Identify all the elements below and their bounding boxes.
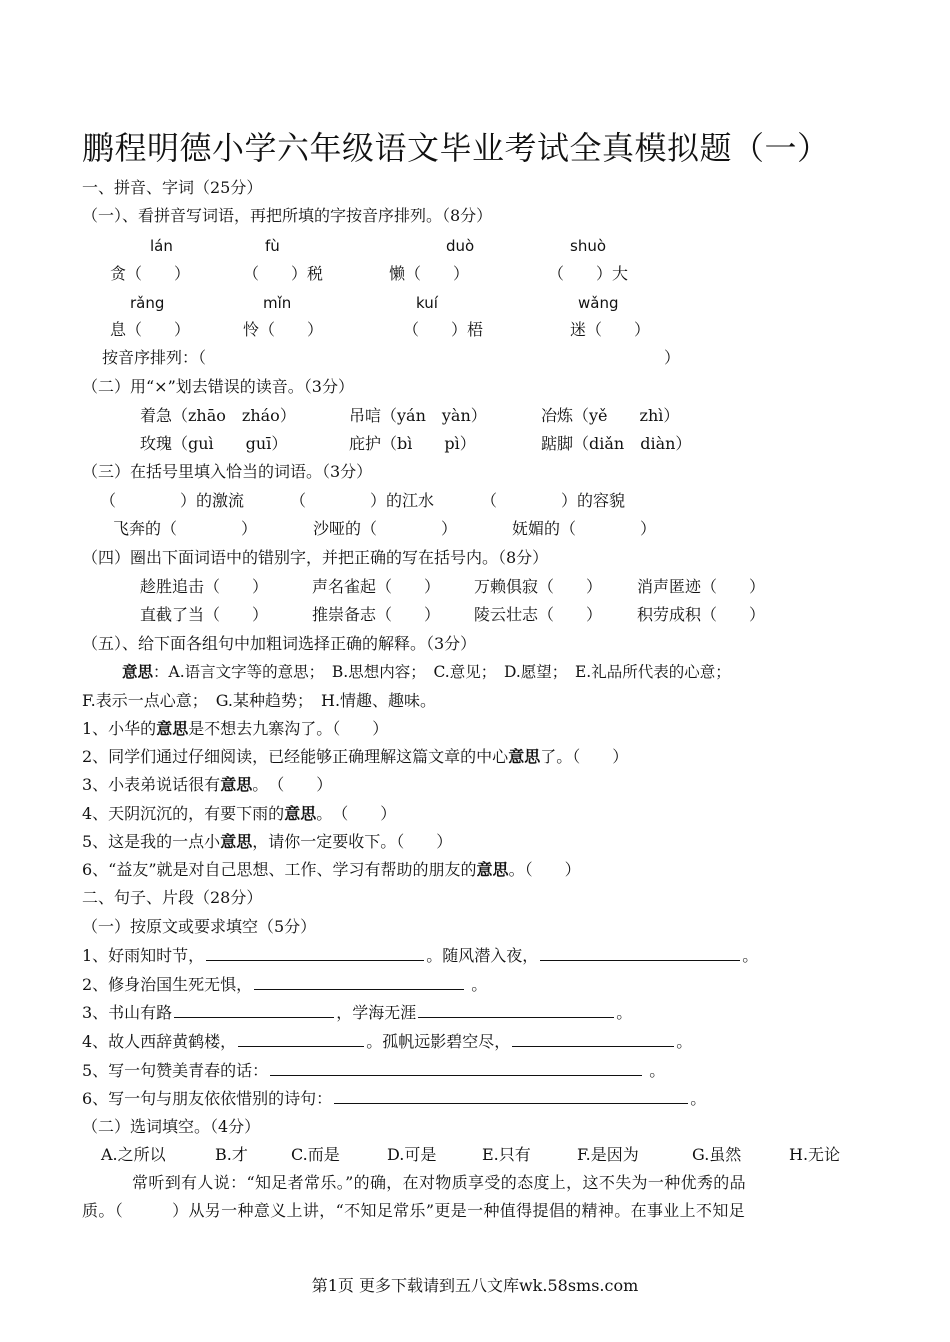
part-5-heading: （五）、给下面各组句中加粗词选择正确的解释。（3分）: [82, 634, 477, 653]
sentence-item: 4、天阴沉沉的，有要下雨的意思。 （ ）: [82, 804, 397, 823]
word-blank: （ ）梧: [403, 320, 484, 339]
idiom-item: 陵云壮志（ ）: [474, 605, 603, 624]
sentence-item: 2、同学们通过仔细阅读，已经能够正确理解这篇文章的中心意思了。（ ）: [82, 747, 629, 766]
word-blank: 贪（ ）: [110, 264, 191, 283]
word-blank: 怜（ ）: [243, 320, 324, 339]
fill-line: 6、写一句与朋友依依惜别的诗句： 。: [82, 1089, 707, 1108]
section-2-heading: 二、句子、片段（28分）: [82, 888, 263, 907]
page-title: 鹏程明德小学六年级语文毕业考试全真模拟题（一）: [82, 129, 830, 167]
definition-word: 意思: [122, 662, 154, 681]
pronunciation-item: 着急（zhāo zháo）: [140, 406, 296, 425]
pinyin-lan: lán: [150, 237, 173, 255]
paragraph-line: 常听到有人说：“知足者常乐。”的确，在对物质享受的态度上，这不失为一种优秀的品: [132, 1173, 747, 1192]
fill-phrase: 沙哑的（ ）: [313, 519, 458, 538]
sentence-item: 6、“益友”就是对自己思想、工作、学习有帮助的朋友的意思。（ ）: [82, 860, 581, 879]
pinyin-wang: wǎng: [578, 294, 619, 312]
part-4-heading: （四）圈出下面词语中的错别字，并把正确的写在括号内。（8分）: [82, 548, 549, 567]
pinyin-fu: fù: [265, 237, 280, 255]
fill-line: 1、好雨知时节， 。随风潜入夜， 。: [82, 946, 759, 965]
pronunciation-item: 冶炼（yě zhì）: [541, 406, 680, 425]
word-blank: （ ）大: [548, 264, 629, 283]
idiom-item: 推崇备志（ ）: [312, 605, 441, 624]
q2-heading: （二）选词填空。（4分）: [82, 1117, 261, 1136]
fill-line: 3、书山有路 ，学海无涯 。: [82, 1003, 633, 1022]
sentence-item: 5、这是我的一点小意思，请你一定要收下。（ ）: [82, 832, 453, 851]
fill-phrase: 飞奔的（ ）: [113, 519, 258, 538]
pronunciation-item: 庇护（bì pì）: [349, 434, 476, 453]
fill-line: 2、修身治国生死无惧， 。: [82, 975, 488, 994]
page-footer: 第1页 更多下载请到五八文库wk.58sms.com: [311, 1276, 639, 1295]
definition-line: [122, 660, 731, 684]
sentence-item: 3、小表弟说话很有意思。 （ ）: [82, 775, 333, 794]
definition-line-2: F.表示一点心意； G.某种趋势； H.情趣、趣味。: [82, 691, 437, 710]
paragraph-line: 质。（ ）从另一种意义上讲，“不知足常乐”更是一种值得提倡的精神。在事业上不知足: [82, 1201, 746, 1220]
idiom-item: 积劳成积（ ）: [637, 605, 766, 624]
part-2-heading: （二）用“×”划去错误的读音。（3分）: [82, 377, 354, 396]
pinyin-shuo: shuò: [570, 237, 607, 255]
option: C.而是: [291, 1145, 340, 1164]
pinyin-kui: kuí: [416, 294, 438, 312]
idiom-item: 趁胜追击（ ）: [140, 577, 269, 596]
option: B.才: [215, 1145, 248, 1164]
definition-options: ：A.语言文字等的意思； B.思想内容； C.意见； D.愿望； E.礼品所代表的心意；: [153, 663, 731, 681]
option: G.虽然: [692, 1145, 742, 1164]
pronunciation-item: 吊唁（yán yàn）: [349, 406, 487, 425]
part-3-heading: （三）在括号里填入恰当的词语。（3分）: [82, 462, 373, 481]
idiom-item: 声名雀起（ ）: [312, 577, 441, 596]
word-blank: 懒（ ）: [389, 264, 470, 283]
idiom-item: 消声匿迹（ ）: [637, 577, 766, 596]
fill-phrase: （ ）的江水: [290, 491, 435, 510]
pronunciation-item: 玫瑰（guì guī）: [140, 434, 288, 453]
sentence-item: 1、小华的意思是不想去九寨沟了。（ ）: [82, 719, 389, 738]
idiom-item: 直截了当（ ）: [140, 605, 269, 624]
option: D.可是: [387, 1145, 437, 1164]
option: E.只有: [482, 1145, 531, 1164]
part-1-heading: （一）、看拼音写词语，再把所填的字按音序排列。（8分）: [82, 206, 493, 225]
fill-phrase: 妩媚的（ ）: [512, 519, 657, 538]
pinyin-duo: duò: [446, 237, 475, 255]
order-label: 按音序排列：（: [102, 348, 207, 367]
pinyin-rang: rǎng: [130, 294, 165, 312]
word-blank: 迷（ ）: [570, 320, 651, 339]
fill-phrase: （ ）的激流: [100, 491, 245, 510]
option: A.之所以: [101, 1145, 166, 1164]
fill-line: 5、写一句赞美青春的话： 。: [82, 1061, 666, 1080]
q1-heading: （一）按原文或要求填空（5分）: [82, 917, 317, 936]
fill-line: 4、故人西辞黄鹤楼， 。孤帆远影碧空尽， 。: [82, 1032, 693, 1051]
option: F.是因为: [577, 1145, 639, 1164]
word-blank: 息（ ）: [110, 320, 191, 339]
section-1-heading: 一、拼音、字词（25分）: [82, 178, 263, 197]
order-close: ）: [664, 348, 681, 367]
pronunciation-item: 踮脚（diǎn diàn）: [541, 434, 692, 453]
idiom-item: 万赖俱寂（ ）: [474, 577, 603, 596]
fill-phrase: （ ）的容貌: [481, 491, 626, 510]
word-blank: （ ）税: [243, 264, 324, 283]
option: H.无论: [789, 1145, 841, 1164]
pinyin-min: mǐn: [263, 294, 292, 312]
